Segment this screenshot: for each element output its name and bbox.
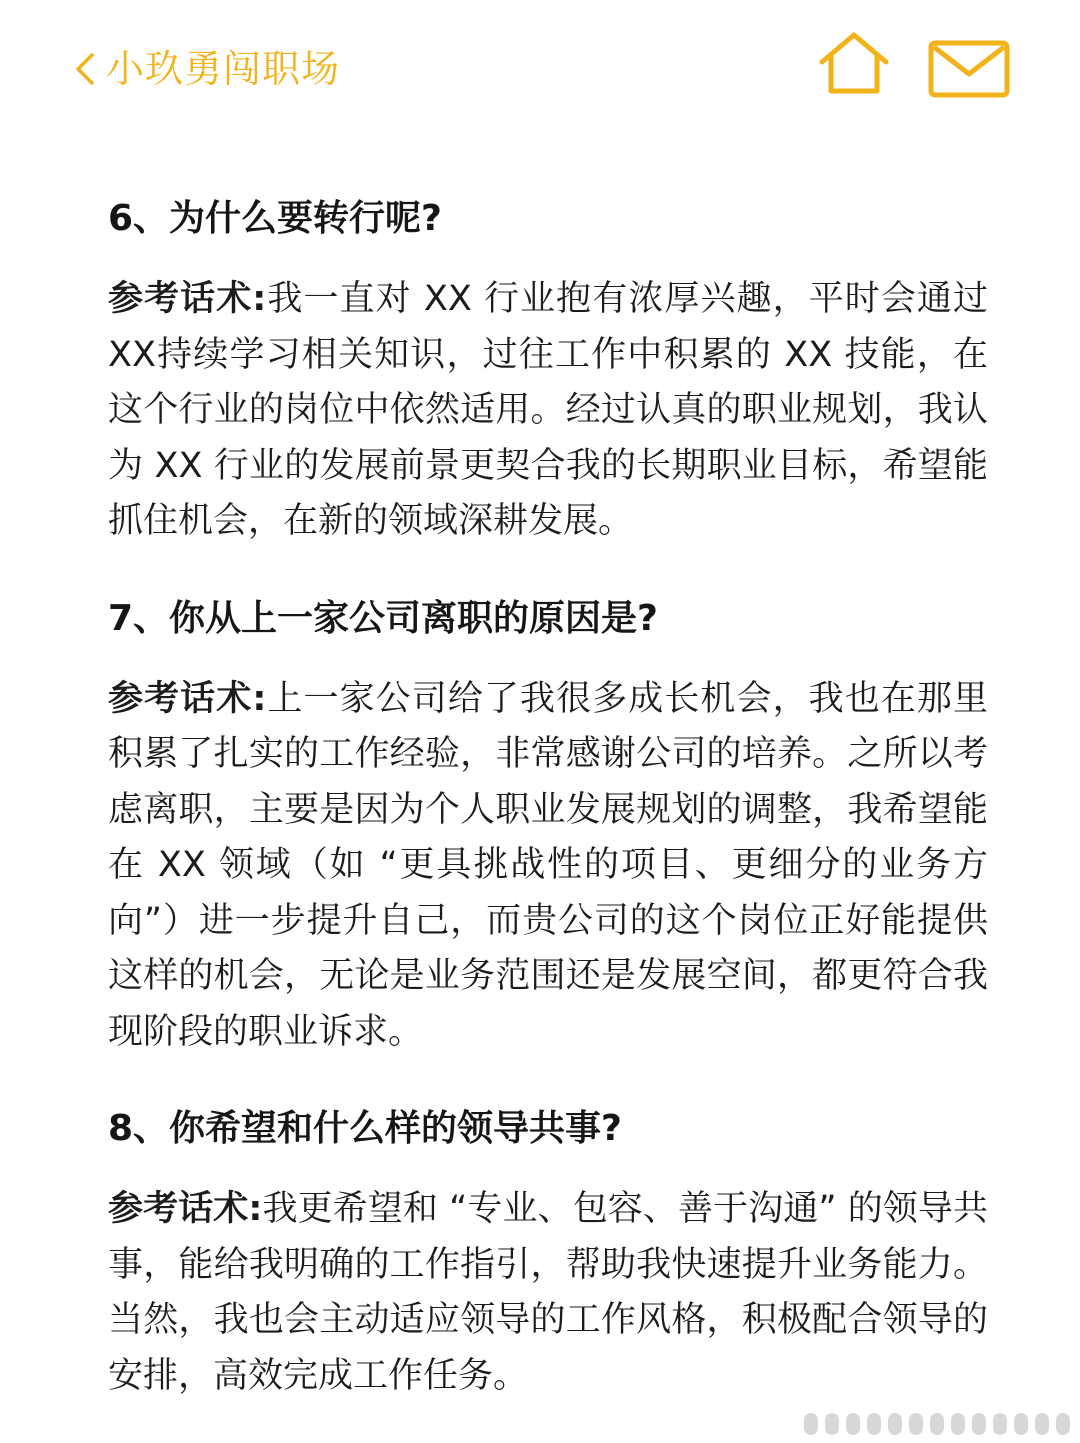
watermark-dot	[846, 1413, 860, 1435]
answer-lead-label: 参考话术:	[108, 1189, 263, 1229]
account-title: 小玖勇闯职场	[106, 47, 341, 91]
home-button[interactable]	[818, 30, 890, 96]
mail-button[interactable]	[928, 40, 1010, 98]
watermark-dot	[1056, 1413, 1070, 1435]
watermark-dot	[804, 1413, 818, 1435]
top-navigation-bar	[0, 0, 1080, 140]
watermark-dot	[888, 1413, 902, 1435]
answer-paragraph	[108, 272, 988, 550]
watermark-dot	[993, 1413, 1007, 1435]
watermark-dot	[909, 1413, 923, 1435]
answer-lead-label: 参考话术:	[108, 279, 267, 319]
qa-block	[108, 1098, 988, 1404]
watermark-dot	[825, 1413, 839, 1435]
answer-text: 我更希望和 “专业、包容、善于沟通” 的领导共事，能给我明确的工作指引，帮助我快速提升业务能力。当然，我也会主动适应领导的工作风格，积极配合领导的安排，高效完成工作任务。	[108, 1189, 988, 1396]
back-button[interactable]	[70, 38, 340, 100]
question-heading: 6、为什么要转行呢?	[108, 198, 442, 239]
qa-block	[108, 188, 988, 550]
watermark-dot	[972, 1413, 986, 1435]
qa-block	[108, 588, 988, 1061]
watermark-dot	[930, 1413, 944, 1435]
answer-lead-label: 参考话术:	[108, 678, 267, 719]
question-heading: 7、你从上一家公司离职的原因是?	[108, 597, 658, 639]
question-heading: 8、你希望和什么样的领导共事?	[108, 1108, 622, 1149]
watermark-dot	[1014, 1413, 1028, 1435]
answer-text: 我一直对 XX 行业抱有浓厚兴趣，平时会通过 XX持续学习相关知识，过往工作中积累的 XX 技能，在这个行业的岗位中依然适用。经过认真的职业规划，我认为 XX 行业的发展前景更契合我的长期职业目标，希望能抓住机会，在新的领域深耕发展。	[108, 279, 988, 541]
answer-text: 上一家公司给了我很多成长机会，我也在那里积累了扎实的工作经验，非常感谢公司的培养。之所以考虑离职，主要是因为个人职业发展规划的调整，我希望能在 XX 领域（如 “更具挑战性的项目、更细分的业务方向”）进一步提升自己，而贵公司的这个岗位正好能提供这样的机会，无论是业务范围还是发展空间，都更符合我现阶段的职业诉求。	[108, 678, 988, 1052]
watermark-dot	[867, 1413, 881, 1435]
watermark-dots	[804, 1413, 1070, 1435]
chevron-left-icon	[70, 49, 100, 89]
watermark-dot	[951, 1413, 965, 1435]
mail-icon	[928, 40, 1010, 98]
home-icon	[818, 30, 890, 96]
watermark-dot	[1035, 1413, 1049, 1435]
answer-paragraph	[108, 1182, 988, 1404]
article-content	[108, 188, 988, 1442]
answer-paragraph	[108, 672, 988, 1061]
